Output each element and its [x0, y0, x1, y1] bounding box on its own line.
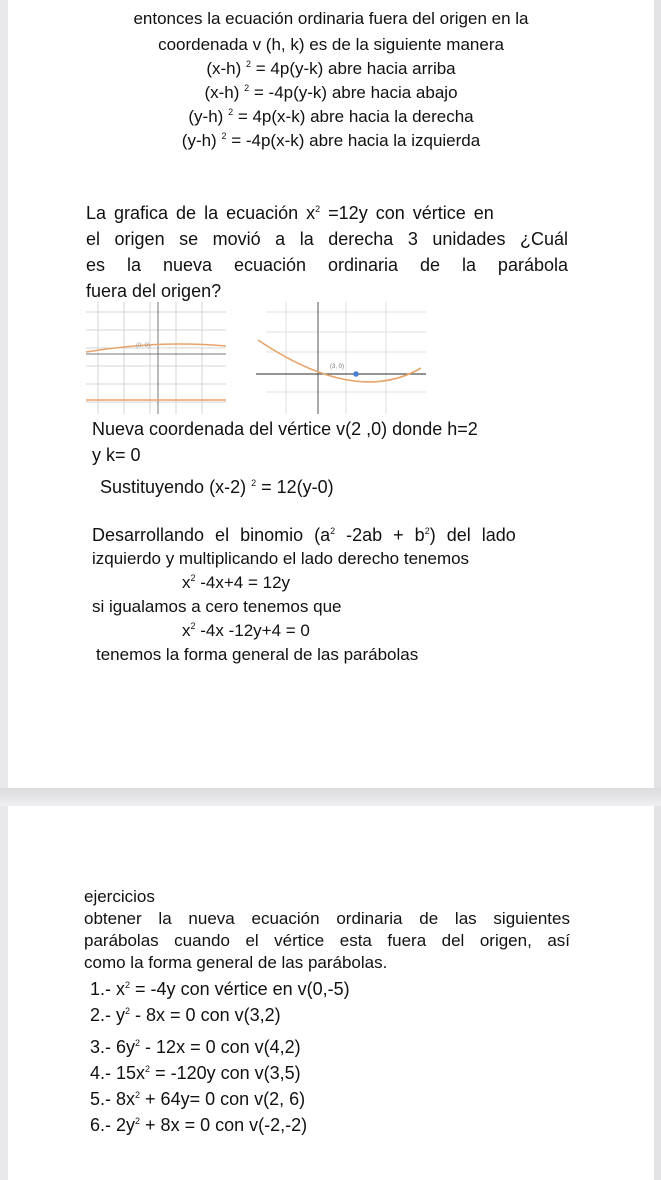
item-term: y: [116, 1005, 126, 1025]
q-exp: 2: [315, 204, 321, 214]
item-vertex: v(2, 6): [254, 1089, 306, 1109]
vertex-line-2: y k= 0: [92, 445, 141, 465]
item-num: 4.-: [90, 1063, 117, 1083]
graph-shifted: [246, 302, 426, 414]
subst-lhs: (x-2): [209, 477, 247, 497]
develop-line-2: izquierdo y multiplicando el lado derecho tenemos: [92, 549, 470, 568]
vertex-line-1: Nueva coordenada del vértice v(2 ,0) donde h=2: [92, 419, 478, 439]
item-exp: 2: [135, 1116, 141, 1126]
dev-text: -2ab + b: [335, 525, 425, 545]
form-right: [8, 106, 654, 128]
exercises-instr-3: como la forma general de las parábolas.: [84, 953, 388, 972]
zero-line: si igualamos a cero tenemos que: [92, 597, 342, 616]
page-gap: [0, 788, 661, 806]
question-line-3: es la nueva ecuación ordinaria de la parábola: [86, 255, 568, 275]
dev-exp: 2: [330, 526, 336, 536]
scroll-edge: [654, 0, 661, 1180]
question-line-1: [86, 202, 494, 224]
exercises-instr-1: obtener la nueva ecuación ordinaria de las siguientes: [84, 909, 570, 928]
item-vertex: v(3,5): [254, 1063, 301, 1083]
question-line-4: fuera del origen?: [86, 281, 222, 301]
item-text: con vértice en: [175, 979, 298, 999]
subst-label: Sustituyendo: [100, 477, 210, 497]
item-text: con: [215, 1089, 255, 1109]
q-text: =12y con vértice en: [320, 203, 494, 223]
form-up: [8, 58, 654, 80]
item-eq: - 12x = 0: [140, 1037, 216, 1057]
vertex-point: [353, 371, 359, 377]
form-rhs: = -4p(x-k): [226, 131, 305, 150]
form-lhs: (y-h): [181, 131, 217, 150]
form-down: [8, 82, 654, 104]
eq-var: x: [182, 621, 191, 640]
graph-grid: [86, 302, 226, 414]
exercise-item: [90, 1114, 307, 1136]
form-desc: abre hacia la derecha: [305, 107, 474, 126]
form-desc: abre hacia abajo: [327, 83, 458, 102]
item-vertex: v(0,-5): [297, 979, 350, 999]
item-exp: 2: [145, 1064, 151, 1074]
item-num: 5.-: [90, 1089, 117, 1109]
q-var: x: [306, 203, 316, 223]
form-rhs: = 4p(y-k): [251, 59, 324, 78]
item-eq: = -120y: [150, 1063, 216, 1083]
item-eq: + 8x = 0: [140, 1115, 211, 1135]
form-exp: 2: [228, 107, 234, 117]
exercises-instr-2: parábolas cuando el vértice esta fuera del origen, así: [84, 931, 570, 950]
form-desc: abre hacia la izquierda: [304, 131, 481, 150]
form-rhs: = -4p(y-k): [249, 83, 328, 102]
eq-var: x: [182, 573, 191, 592]
question-line-2: el origen se movió a la derecha 3 unidades ¿Cuál: [86, 229, 568, 249]
form-exp: 2: [221, 131, 227, 141]
item-eq: = -4y: [130, 979, 176, 999]
item-text: con: [215, 1063, 255, 1083]
subst-rhs: = 12(y-0): [256, 477, 334, 497]
exercise-item: [90, 1062, 301, 1084]
q-text: La grafica de la ecuación: [86, 203, 307, 223]
intro-line-1: entonces la ecuación ordinaria fuera del origen en la: [133, 9, 529, 28]
item-text: con: [210, 1115, 250, 1135]
item-num: 2.-: [90, 1005, 117, 1025]
develop-line-1: [92, 524, 570, 546]
exercises-title: ejercicios: [84, 887, 155, 906]
item-term: x: [116, 979, 126, 999]
exercise-item: [90, 1004, 281, 1026]
item-exp: 2: [125, 980, 131, 990]
item-vertex: v(3,2): [234, 1005, 281, 1025]
graph-original: [86, 302, 226, 414]
eq-exp: 2: [190, 573, 196, 583]
equation-2: [182, 620, 310, 642]
equation-1: [182, 572, 290, 594]
eq-text: -4x -12y+4 = 0: [195, 621, 310, 640]
graph-grid: [266, 302, 426, 414]
form-lhs: (x-h): [206, 59, 242, 78]
item-text: con: [215, 1037, 255, 1057]
item-num: 6.-: [90, 1115, 117, 1135]
item-term: 15x: [116, 1063, 146, 1083]
item-term: 6y: [116, 1037, 136, 1057]
dev-text: Desarrollando el binomio (a: [92, 525, 331, 545]
form-desc: abre hacia arriba: [323, 59, 456, 78]
item-num: 1.-: [90, 979, 117, 999]
intro-line-2: coordenada v (h, k) es de la siguiente manera: [158, 35, 504, 54]
form-exp: 2: [244, 83, 250, 93]
item-text: con: [195, 1005, 235, 1025]
form-lhs: (x-h): [204, 83, 240, 102]
item-vertex: v(4,2): [254, 1037, 301, 1057]
item-eq: + 64y= 0: [140, 1089, 216, 1109]
form-rhs: = 4p(x-k): [233, 107, 306, 126]
vertex-label: (0, 0): [136, 343, 151, 349]
dev-exp: 2: [424, 526, 430, 536]
form-lhs: (y-h): [188, 107, 224, 126]
item-exp: 2: [125, 1006, 131, 1016]
item-term: 8x: [116, 1089, 136, 1109]
general-form-line: tenemos la forma general de las parábolas: [96, 645, 419, 664]
item-term: 2y: [116, 1115, 136, 1135]
item-exp: 2: [135, 1090, 141, 1100]
eq-text: -4x+4 = 12y: [195, 573, 291, 592]
subst-exp: 2: [251, 478, 257, 488]
document-page-1: [8, 0, 654, 788]
document-page-2: [8, 806, 654, 1180]
exercise-item: [90, 1036, 301, 1058]
exercise-item: [90, 978, 350, 1000]
item-eq: - 8x = 0: [130, 1005, 196, 1025]
item-exp: 2: [135, 1038, 141, 1048]
substitution-line: [100, 476, 334, 498]
vertex-label: (3, 0): [330, 364, 345, 370]
item-num: 3.-: [90, 1037, 117, 1057]
item-vertex: v(-2,-2): [249, 1115, 308, 1135]
form-exp: 2: [246, 59, 252, 69]
dev-text: ) del lado: [429, 525, 516, 545]
exercise-item: [90, 1088, 305, 1110]
parabola-curve: [258, 340, 421, 382]
form-left: [8, 130, 654, 152]
eq-exp: 2: [190, 621, 196, 631]
